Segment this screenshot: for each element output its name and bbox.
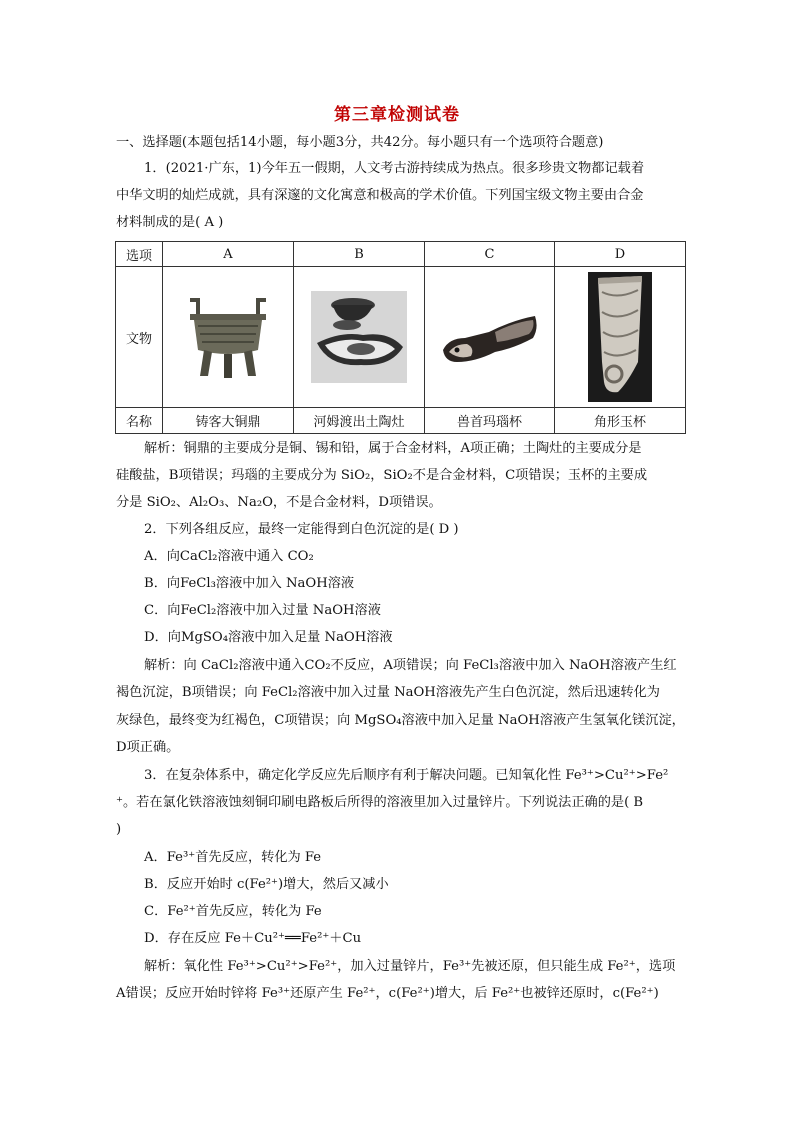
clay-stove-icon (311, 291, 407, 383)
q2-option-c: C．向FeCl₂溶液中加入过量 NaOH溶液 (144, 603, 381, 618)
q1-stem-line-2: 中华文明的灿烂成就，具有深邃的文化寓意和极高的学术价值。下列国宝级文物主要由合金 (116, 188, 644, 203)
row-image-label: 文物 (116, 267, 163, 408)
q3-option-c: C．Fe²⁺首先反应，转化为 Fe (144, 904, 322, 919)
q1-analysis-line-3: 分是 SiO₂、Al₂O₃、Na₂O，不是合金材料，D项错误。 (116, 495, 442, 510)
q2-option-a: A．向CaCl₂溶液中通入 CO₂ (144, 549, 314, 564)
bronze-ding-icon (178, 292, 278, 382)
section-header: 一、选择题(本题包括14小题，每小题3分，共42分。每小题只有一个选项符合题意) (116, 135, 604, 150)
q3-analysis-line-1: 解析：氧化性 Fe³⁺>Cu²⁺>Fe²⁺，加入过量锌片，Fe³⁺先被还原，但只能生成 Fe²⁺，选项 (144, 959, 676, 974)
q1-analysis-line-2: 硅酸盐，B项错误；玛瑙的主要成分为 SiO₂，SiO₂不是合金材料，C项错误；玉杯的主要成 (116, 468, 648, 483)
bronze-ding-image (163, 267, 294, 408)
page-title: 第三章检测试卷 (334, 105, 460, 125)
q3-analysis-line-2: A错误；反应开始时锌将 Fe³⁺还原产生 Fe²⁺，c(Fe²⁺)增大，后 Fe²⁺也被锌还原时，c(Fe²⁺) (116, 986, 659, 1001)
option-a-header: A (163, 242, 294, 267)
q3-option-d: D．存在反应 Fe＋Cu²⁺══Fe²⁺＋Cu (144, 931, 362, 946)
option-d-name: 角形玉杯 (555, 408, 686, 434)
agate-cup-icon (435, 302, 545, 372)
q3-stem-line-3: ) (116, 822, 122, 837)
option-d-header: D (555, 242, 686, 267)
jade-cup-image (555, 267, 686, 408)
option-c-header: C (425, 242, 555, 267)
q2-analysis-line-3: 灰绿色，最终变为红褐色，C项错误；向 MgSO₄溶液中加入足量 NaOH溶液产生氢氧化镁沉淀， (116, 713, 685, 728)
option-a-name: 铸客大铜鼎 (163, 408, 294, 434)
q3-option-b: B．反应开始时 c(Fe²⁺)增大，然后又减小 (144, 877, 389, 892)
jade-cup-icon (588, 272, 652, 402)
q1-stem-line-1: 1．(2021·广东，1)今年五一假期，人文考古游持续成为热点。很多珍贵文物都记载着 (144, 161, 645, 176)
q2-stem: 2．下列各组反应，最终一定能得到白色沉淀的是( D ) (144, 522, 459, 537)
agate-cup-image (425, 267, 555, 408)
q3-stem-line-2: ⁺。若在氯化铁溶液蚀刻铜印刷电路板后所得的溶液里加入过量锌片。下列说法正确的是( B (116, 795, 644, 810)
q1-analysis-line-1: 解析：铜鼎的主要成分是铜、锡和铅，属于合金材料，A项正确；土陶灶的主要成分是 (144, 441, 642, 456)
relics-table (115, 241, 686, 434)
option-c-name: 兽首玛瑙杯 (425, 408, 555, 434)
clay-stove-image (294, 267, 425, 408)
q2-option-d: D．向MgSO₄溶液中加入足量 NaOH溶液 (144, 630, 393, 645)
q2-analysis-line-1: 解析：向 CaCl₂溶液中通入CO₂不反应，A项错误；向 FeCl₃溶液中加入 NaOH溶液产生红 (144, 658, 677, 673)
q2-analysis-line-4: D项正确。 (116, 740, 180, 755)
option-b-name: 河姆渡出土陶灶 (294, 408, 425, 434)
q3-option-a: A．Fe³⁺首先反应，转化为 Fe (144, 850, 322, 865)
row-header-label: 选项 (116, 242, 163, 267)
q2-analysis-line-2: 褐色沉淀，B项错误；向 FeCl₂溶液中加入过量 NaOH溶液先产生白色沉淀，然后迅速转化为 (116, 685, 660, 700)
option-b-header: B (294, 242, 425, 267)
q1-stem-line-3: 材料制成的是( A ) (116, 215, 224, 230)
row-name-label: 名称 (116, 408, 163, 434)
q3-stem-line-1: 3．在复杂体系中，确定化学反应先后顺序有利于解决问题。已知氧化性 Fe³⁺>Cu²⁺>Fe² (144, 768, 669, 783)
q2-option-b: B．向FeCl₃溶液中加入 NaOH溶液 (144, 576, 355, 591)
